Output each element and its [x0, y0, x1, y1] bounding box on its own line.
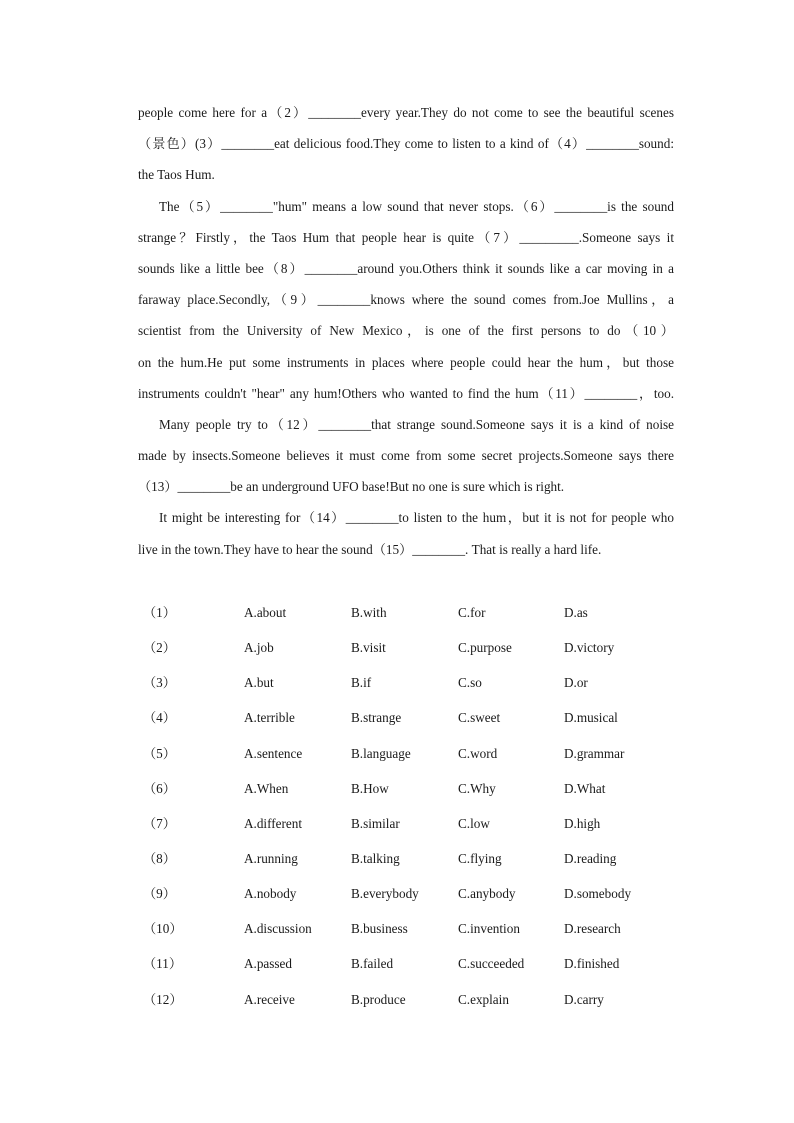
option-a: A.When	[244, 780, 289, 796]
option-b: B.produce	[351, 991, 406, 1007]
option-d: D.musical	[564, 710, 618, 726]
option-b: B.with	[351, 605, 387, 620]
option-c: C.Why	[458, 780, 496, 796]
option-row	[143, 879, 663, 914]
option-b: B.failed	[351, 956, 394, 972]
passage-line: on the hum.He put some instruments in places where people could hear the hum，but those	[138, 354, 674, 370]
option-b: B.language	[351, 745, 411, 761]
question-number: （5）	[143, 745, 176, 761]
option-row	[143, 774, 663, 809]
option-row	[143, 598, 663, 633]
option-a: A.sentence	[244, 745, 303, 761]
passage-line: live in the town.They have to hear the sound（15）________. That is really a hard life.	[138, 541, 602, 557]
option-b: B.talking	[351, 850, 400, 866]
option-row	[143, 985, 663, 1020]
option-b: B.everybody	[351, 886, 419, 902]
option-b: B.How	[351, 780, 389, 796]
passage-line: people come here for a（2）________every year.They do not come to see the beautiful scenes	[138, 105, 674, 120]
option-a: A.passed	[244, 956, 292, 972]
passage-line: sounds like a little bee（8）________around you.Others think it sounds like a car moving in a	[138, 260, 674, 276]
option-a: A.about	[244, 605, 287, 620]
option-c: C.explain	[458, 991, 509, 1007]
option-c: C.purpose	[458, 640, 512, 656]
option-c: C.for	[458, 605, 486, 620]
option-c: C.so	[458, 675, 482, 691]
option-c: C.anybody	[458, 886, 516, 902]
option-row	[143, 949, 663, 984]
option-d: D.or	[564, 675, 588, 691]
option-d: D.victory	[564, 640, 615, 656]
option-row	[143, 633, 663, 668]
option-row	[143, 914, 663, 949]
option-c: C.flying	[458, 850, 502, 866]
option-d: D.finished	[564, 956, 620, 972]
option-b: B.similar	[351, 815, 400, 831]
option-c: C.sweet	[458, 710, 501, 726]
cloze-passage	[138, 97, 674, 565]
question-number: （2）	[143, 640, 176, 656]
option-a: A.receive	[244, 991, 295, 1007]
option-a: A.but	[244, 675, 274, 691]
option-a: A.running	[244, 850, 298, 866]
option-a: A.discussion	[244, 921, 312, 937]
passage-line: scientist from the University of New Mexico，is one of the first persons to do（10）	[138, 323, 674, 339]
answer-options-table	[143, 598, 663, 1020]
passage-line: It might be interesting for（14）________to listen to the hum，but it is not for people who	[159, 510, 674, 526]
passage-line: instruments couldn't "hear" any hum!Others who wanted to find the hum（11）________，too.	[138, 385, 674, 401]
option-row	[143, 668, 663, 703]
passage-line: Many people try to（12）________that strange sound.Someone says it is a kind of noise	[159, 416, 674, 432]
option-c: C.low	[458, 815, 490, 831]
option-c: C.succeeded	[458, 956, 525, 972]
option-d: D.carry	[564, 991, 604, 1007]
option-row	[143, 739, 663, 774]
passage-line: The（5）________"hum" means a low sound that never stops.（6）________is the sound	[159, 198, 674, 214]
question-number: （9）	[143, 886, 176, 902]
option-a: A.nobody	[244, 886, 297, 902]
question-number: （3）	[143, 675, 176, 691]
question-number: （8）	[143, 850, 176, 866]
question-number: （12）	[143, 991, 183, 1007]
question-number: （11）	[143, 956, 183, 972]
option-d: D.as	[564, 605, 588, 620]
passage-line: strange？Firstly，the Taos Hum that people hear is quite（7）_________.Someone says it	[138, 229, 674, 245]
question-number: （6）	[143, 780, 176, 796]
option-a: A.terrible	[244, 710, 295, 726]
passage-line: faraway place.Secondly,（9）________knows where the sound comes from.Joe Mullins，a	[138, 292, 674, 308]
option-d: D.high	[564, 815, 601, 831]
option-a: A.different	[244, 815, 302, 831]
option-d: D.somebody	[564, 886, 632, 902]
question-number: （10）	[143, 921, 183, 937]
passage-line: made by insects.Someone believes it must come from some secret projects.Someone says there	[138, 448, 674, 464]
question-number: （4）	[143, 710, 176, 726]
passage-line: the Taos Hum.	[138, 167, 215, 183]
option-row	[143, 844, 663, 879]
passage-line: （13）________be an underground UFO base!But no one is sure which is right.	[138, 479, 565, 495]
option-b: B.if	[351, 675, 372, 691]
option-d: D.reading	[564, 850, 617, 866]
option-d: D.What	[564, 780, 606, 796]
option-c: C.word	[458, 745, 498, 761]
option-row	[143, 809, 663, 844]
option-row	[143, 703, 663, 738]
question-number: （1）	[143, 605, 176, 620]
option-a: A.job	[244, 640, 274, 656]
option-c: C.invention	[458, 921, 520, 937]
option-b: B.business	[351, 921, 408, 937]
option-b: B.strange	[351, 710, 402, 726]
passage-line: （景色）(3）________eat delicious food.They come to listen to a kind of（4）________sound:	[138, 136, 674, 152]
option-d: D.research	[564, 921, 621, 937]
option-b: B.visit	[351, 640, 386, 656]
option-d: D.grammar	[564, 745, 625, 761]
question-number: （7）	[143, 815, 176, 831]
